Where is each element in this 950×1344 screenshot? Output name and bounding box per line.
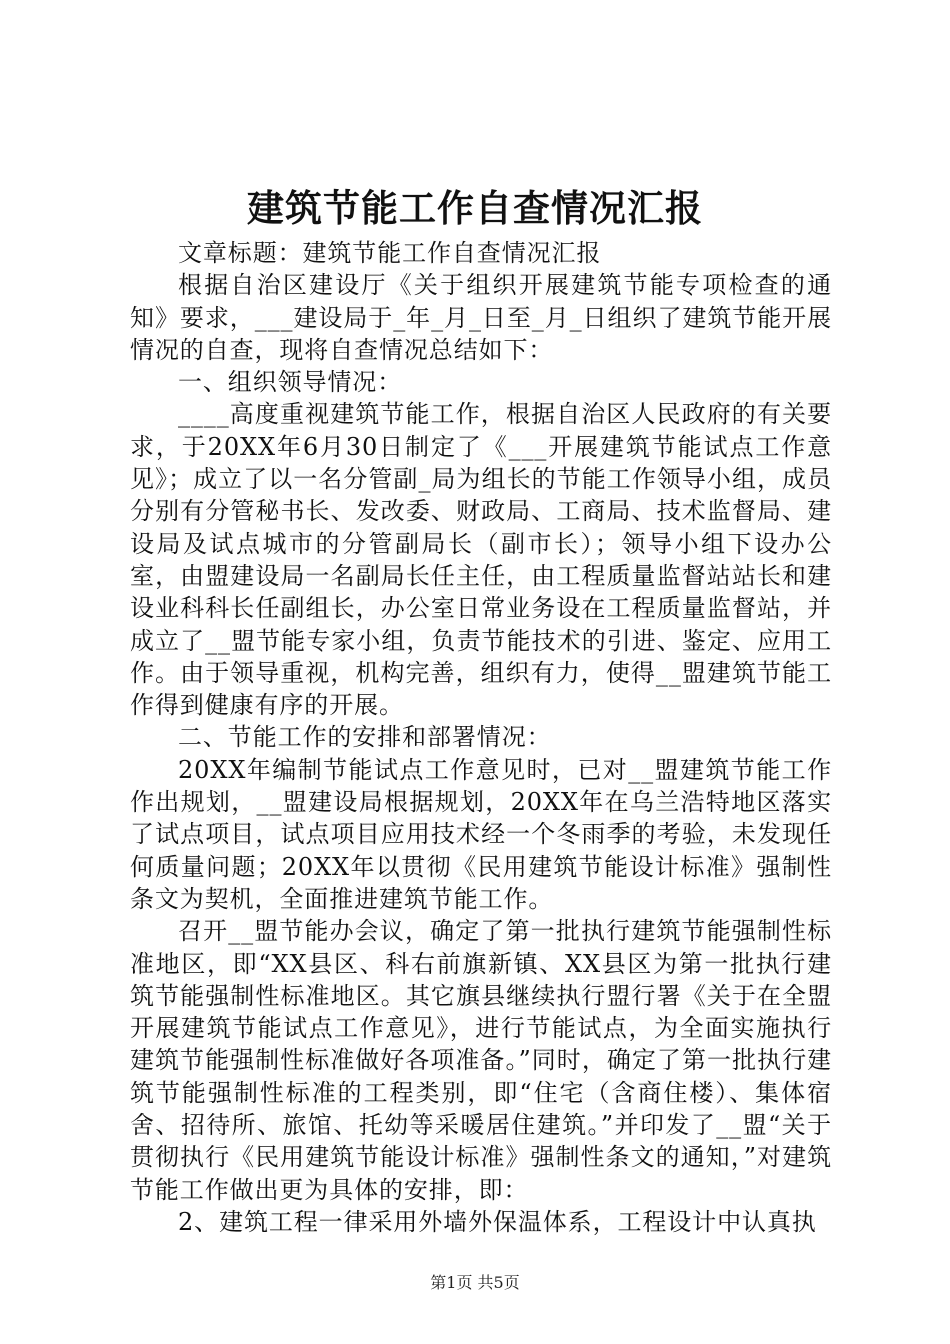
document-body [130,237,832,1238]
section-heading-arrangement: 二、节能工作的安排和部署情况： [178,723,552,752]
paragraph-intro: 根据自治区建设厅《关于组织开展建筑节能专项检查的通知》要求，___建设局于_年_月_日至_月_日组织了建筑节能开展情况的自查，现将自查情况总结如下： [130,271,832,364]
paragraph-article-title: 文章标题：建筑节能工作自查情况汇报 [178,239,602,267]
section-heading-organization: 一、组织领导情况： [178,368,403,397]
page-footer: 第1页 共5页 [430,1273,520,1292]
paragraph-organization: ____高度重视建筑节能工作，根据自治区人民政府的有关要求，于20XX年6月30日制定了《___开展建筑节能试点工作意见》；成立了以一名分管副_局为组长的节能工作领导小组，成员分别有分管秘书长、发改委、财政局、工商局、技术监督局、建设局及试点城市的分管副局长（副市长）；领导小组下设办公室，由盟建设局一名副局长任主任，由工程质量监督站站长和建设业科科长任副组长，办公室日常业务设在工程质量监督站，并成立了__盟节能专家小组，负责节能技术的引进、鉴定、应用工作。由于领导重视，机构完善，组织有力，使得__盟建筑节能工作得到健康有序的开展。 [130,400,832,720]
paragraph-meeting: 召开__盟节能办会议，确定了第一批执行建筑节能强制性标准地区，即“XX县区、科右前旗新镇、XX县区为第一批执行建筑节能强制性标准地区。其它旗县继续执行盟行署《关于在全盟开展建筑节能试点工作意见》，进行节能试点，为全面实施执行建筑节能强制性标准做好各项准备。”同时，确定了第一批执行建筑节能强制性标准的工程类别，即“住宅（含商住楼）、集体宿舍、招待所、旅馆、托幼等采暖居住建筑。”并印发了__盟“关于贯彻执行《民用建筑节能设计标准》强制性条文的通知，”对建筑节能工作做出更为具体的安排，即： [130,917,832,1204]
paragraph-item-2: 2、建筑工程一律采用外墙外保温体系，工程设计中认真执 [178,1207,817,1236]
paragraph-planning: 20XX年编制节能试点工作意见时，已对__盟建筑节能工作作出规划，__盟建设局根据规划，20XX年在乌兰浩特地区落实了试点项目，试点项目应用技术经一个冬雨季的考验，未发现任何质量问题；20XX年以贯彻《民用建筑节能设计标准》强制性条文为契机，全面推进建筑节能工作。 [130,755,832,913]
document-title: 建筑节能工作自查情况汇报 [247,186,703,230]
